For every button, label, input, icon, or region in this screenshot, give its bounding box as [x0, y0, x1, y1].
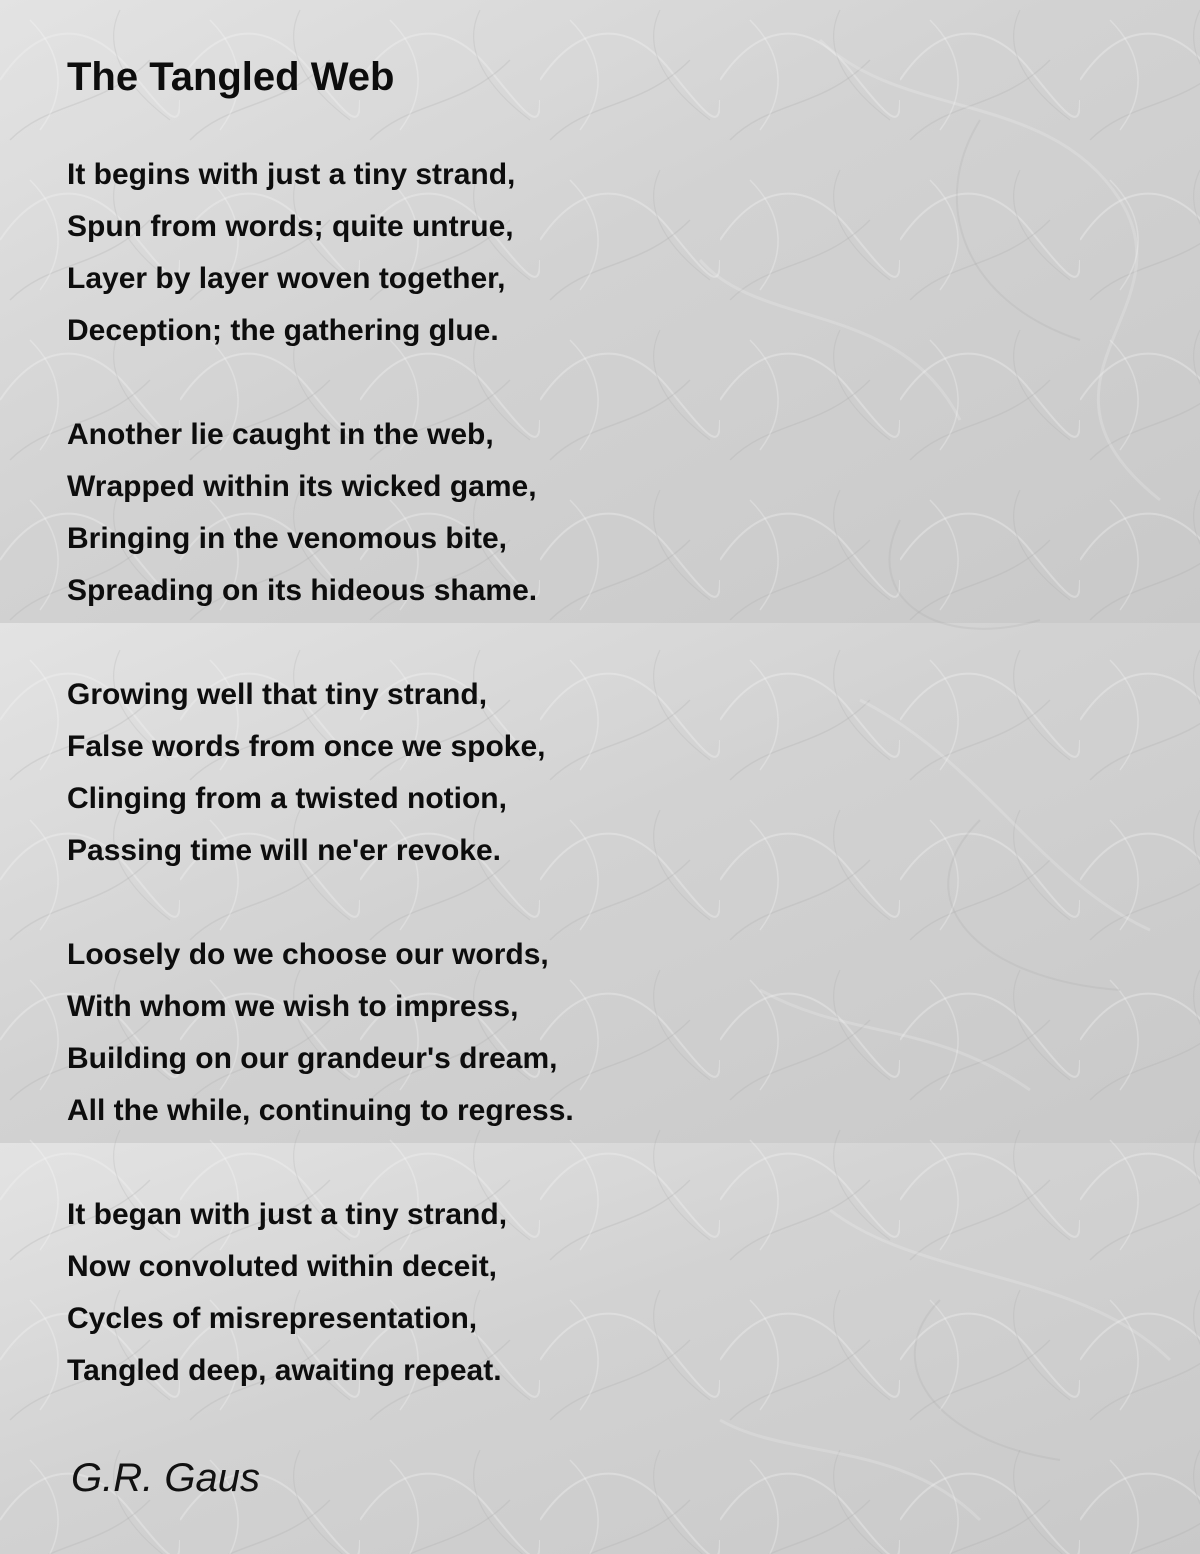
poem-line: Now convoluted within deceit, [67, 1250, 498, 1283]
stanza-1 [67, 149, 515, 357]
poem-line: Deception; the gathering glue. [67, 314, 499, 347]
poem-line: Growing well that tiny strand, [67, 678, 488, 711]
poem-line: All the while, continuing to regress. [67, 1094, 574, 1127]
poem-line: Loosely do we choose our words, [67, 938, 549, 971]
poem-line: Cycles of misrepresentation, [67, 1302, 478, 1335]
poem-line: Another lie caught in the web, [67, 418, 494, 451]
poem-line: It begins with just a tiny strand, [67, 158, 516, 191]
poem-line: Passing time will ne'er revoke. [67, 834, 501, 867]
poem-line: Clinging from a twisted notion, [67, 782, 507, 815]
poem-line: Wrapped within its wicked game, [67, 470, 537, 503]
poem-author: G.R. Gaus [71, 1456, 260, 1500]
poem-line: Spreading on its hideous shame. [67, 574, 538, 607]
poem-line: Tangled deep, awaiting repeat. [67, 1354, 502, 1387]
stanza-5 [67, 1189, 507, 1397]
poem-line: Spun from words; quite untrue, [67, 210, 514, 243]
poem-line: Bringing in the venomous bite, [67, 522, 508, 555]
poem-line: Building on our grandeur's dream, [67, 1042, 558, 1075]
poem-line: Layer by layer woven together, [67, 262, 506, 295]
stanza-2 [67, 409, 537, 617]
poem-line: With whom we wish to impress, [67, 990, 519, 1023]
poem-line: It began with just a tiny strand, [67, 1198, 508, 1231]
stanza-4 [67, 929, 574, 1137]
poem-line: False words from once we spoke, [67, 730, 546, 763]
poem-title: The Tangled Web [67, 55, 395, 99]
stanza-3 [67, 669, 545, 877]
